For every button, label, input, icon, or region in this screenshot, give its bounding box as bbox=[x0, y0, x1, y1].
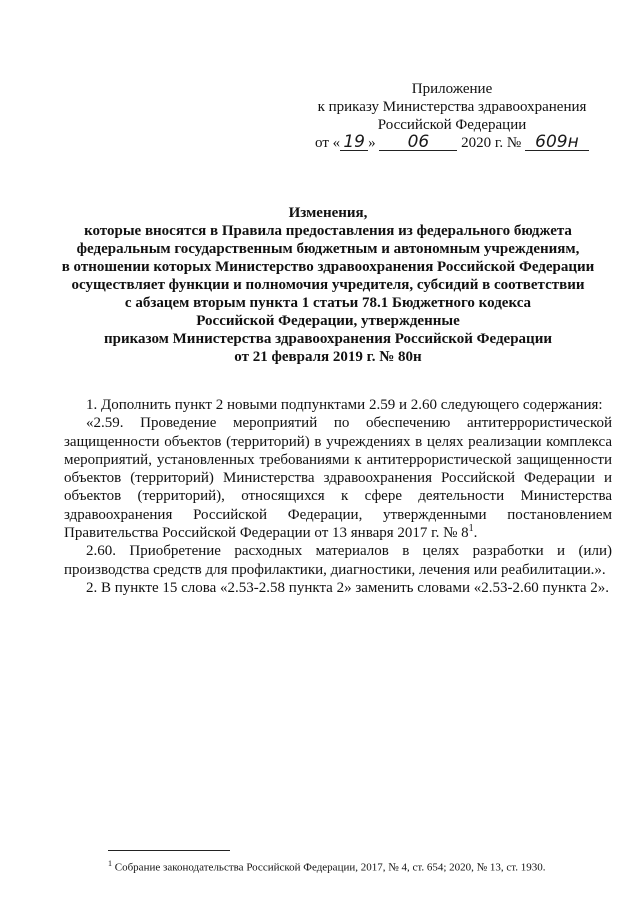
paragraph-item-2-60: 2.60. Приобретение расходных материалов в целях разработки и (или) производства средств для профилактики, диагностики, лечения или реабилитации.». bbox=[64, 543, 612, 578]
appendix-country: Российской Федерации bbox=[377, 117, 527, 133]
appendix-header bbox=[302, 80, 602, 152]
footnote-ref: 1 bbox=[468, 523, 474, 535]
title-line: осуществляет функции и полномочия учредителя, субсидий в соответствии bbox=[71, 277, 585, 293]
title-line: в отношении которых Министерство здравоохранения Российской Федерации bbox=[61, 259, 595, 275]
document-title bbox=[58, 204, 598, 366]
appendix-order-ref: к приказу Министерства здравоохранения bbox=[317, 99, 587, 115]
order-date-line bbox=[302, 134, 602, 152]
date-year: 2020 г. № bbox=[461, 135, 522, 151]
footnote bbox=[108, 857, 608, 875]
paragraph-2-59-text: «2.59. Проведение мероприятий по обеспечению антитеррористической защищенности объектов (территорий) в учреждениях в целях реализации комплекса мероприятий, установленных требованиями к антитеррористической защищенности объектов (территорий) Министерства здравоохранения Российской Федерации и объектов (территорий), относящихся к сфере деятельности Министерства здравоохранения Российской Федерации, утвержденными постановлением Правительства Российской Федерации от 13 января 2017 г. № 8 bbox=[64, 415, 612, 542]
footnote-marker: 1 bbox=[108, 859, 112, 868]
footnote-divider bbox=[108, 850, 230, 851]
title-line: Изменения, bbox=[288, 205, 368, 221]
appendix-title: Приложение bbox=[411, 81, 493, 97]
title-line: которые вносятся в Правила предоставления из федерального бюджета bbox=[84, 223, 572, 239]
handwritten-month: 06 bbox=[379, 134, 457, 151]
title-line: приказом Министерства здравоохранения Российской Федерации bbox=[103, 331, 552, 347]
footnote-text: Собрание законодательства Российской Федерации, 2017, № 4, ст. 654; 2020, № 13, ст. 1930. bbox=[112, 861, 546, 874]
title-line: от 21 февраля 2019 г. № 80н bbox=[234, 349, 422, 365]
title-line: Российской Федерации, утвержденные bbox=[196, 313, 460, 329]
handwritten-day: 19 bbox=[340, 134, 368, 151]
paragraph-item-1: 1. Дополнить пункт 2 новыми подпунктами 2.59 и 2.60 следующего содержания: bbox=[86, 397, 603, 413]
handwritten-order-number: 609н bbox=[525, 134, 589, 151]
date-prefix: от « bbox=[315, 135, 341, 151]
date-mid: » bbox=[368, 135, 376, 151]
paragraph-2-59-end: . bbox=[473, 525, 478, 542]
title-line: федеральным государственным бюджетным и автономным учреждениям, bbox=[76, 241, 580, 257]
paragraph-item-2-59 bbox=[64, 414, 612, 542]
paragraph-item-2: 2. В пункте 15 слова «2.53-2.58 пункта 2» заменить словами «2.53-2.60 пункта 2». bbox=[86, 579, 610, 596]
title-line: с абзацем вторым пункта 1 статьи 78.1 Бюджетного кодекса bbox=[124, 295, 532, 311]
document-body bbox=[64, 396, 612, 597]
